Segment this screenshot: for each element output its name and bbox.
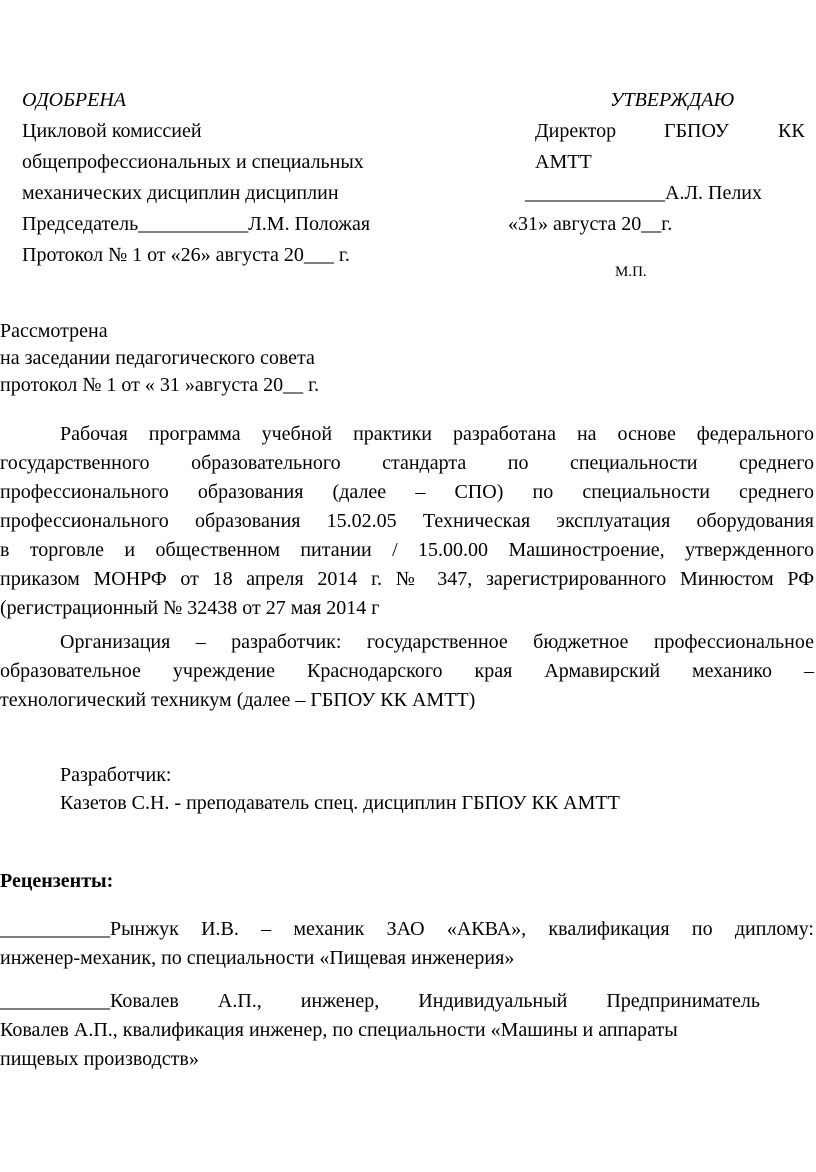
reviewer-1 — [0, 915, 814, 973]
program-line: Рабочая программа учебной практики разработана на основе федерального — [60, 423, 814, 445]
reviewer-line: Ковалев А.П., квалификация инженер, по специальности «Машины и аппараты — [0, 1019, 678, 1041]
reviewer-line: инженер-механик, по специальности «Пищевая инженерия» — [0, 947, 515, 969]
organization-line: образовательное учреждение Краснодарского края Армавирский механико – — [0, 660, 814, 682]
reviewed-council: на заседании педагогического совета — [0, 347, 315, 369]
reviewed-protocol: протокол № 1 от « 31 »августа 20__ г. — [0, 374, 320, 396]
reviewed-title: Рассмотрена — [0, 320, 108, 342]
approved-chairman: Председатель___________Л.М. Положая — [22, 213, 371, 235]
confirm-heading: УТВЕРЖДАЮ — [610, 89, 735, 111]
reviewer-line: ___________Ковалев А.П., инженер, Индивидуальный Предприниматель — [0, 990, 760, 1012]
program-line: в торговле и общественном питании / 15.00.00 Машиностроение, утвержденного — [0, 539, 814, 561]
confirm-signature: ______________А.Л. Пелих — [525, 182, 763, 204]
confirm-date: «31» августа 20__г. — [508, 213, 673, 235]
reviewer-2 — [0, 987, 760, 1074]
developer-name: Казетов С.Н. - преподаватель спец. дисциплин ГБПОУ КК АМТТ — [60, 792, 620, 814]
approved-commission-2: общепрофессиональных и специальных — [22, 151, 364, 173]
program-line: профессионального образования (далее – СПО) по специальности среднего — [0, 481, 814, 503]
program-line: (регистрационный № 32438 от 27 мая 2014 г — [0, 597, 380, 619]
confirm-region: КК — [778, 120, 805, 142]
reviewer-line: ___________Рынжук И.В. – механик ЗАО «АКВА», квалификация по диплому: — [0, 918, 814, 940]
program-line: профессионального образования 15.02.05 Техническая эксплуатация оборудования — [0, 510, 814, 532]
approved-commission-3: механических дисциплин дисциплин — [22, 182, 339, 204]
reviewers-heading: Рецензенты: — [0, 870, 114, 892]
program-paragraph — [0, 420, 814, 623]
organization-line: Организация – разработчик: государственное бюджетное профессиональное — [60, 631, 814, 653]
program-line: государственного образовательного стандарта по специальности среднего — [0, 452, 814, 474]
developer-label: Разработчик: — [60, 764, 172, 786]
stamp-label: М.П. — [615, 264, 647, 280]
approved-commission: Цикловой комиссией — [22, 120, 202, 142]
confirm-director: Директор — [535, 120, 617, 142]
approved-protocol: Протокол № 1 от «26» августа 20___ г. — [22, 244, 350, 266]
reviewer-line: пищевых производств» — [0, 1048, 199, 1070]
confirm-org: ГБПОУ — [664, 120, 729, 142]
organization-line: технологический техникум (далее – ГБПОУ КК АМТТ) — [0, 689, 476, 711]
confirm-org-2: АМТТ — [535, 151, 592, 173]
approved-heading: ОДОБРЕНА — [22, 89, 127, 111]
organization-paragraph — [0, 628, 814, 715]
program-line: приказом МОНРФ от 18 апреля 2014 г. № 347, зарегистрированного Минюстом РФ — [0, 568, 814, 590]
